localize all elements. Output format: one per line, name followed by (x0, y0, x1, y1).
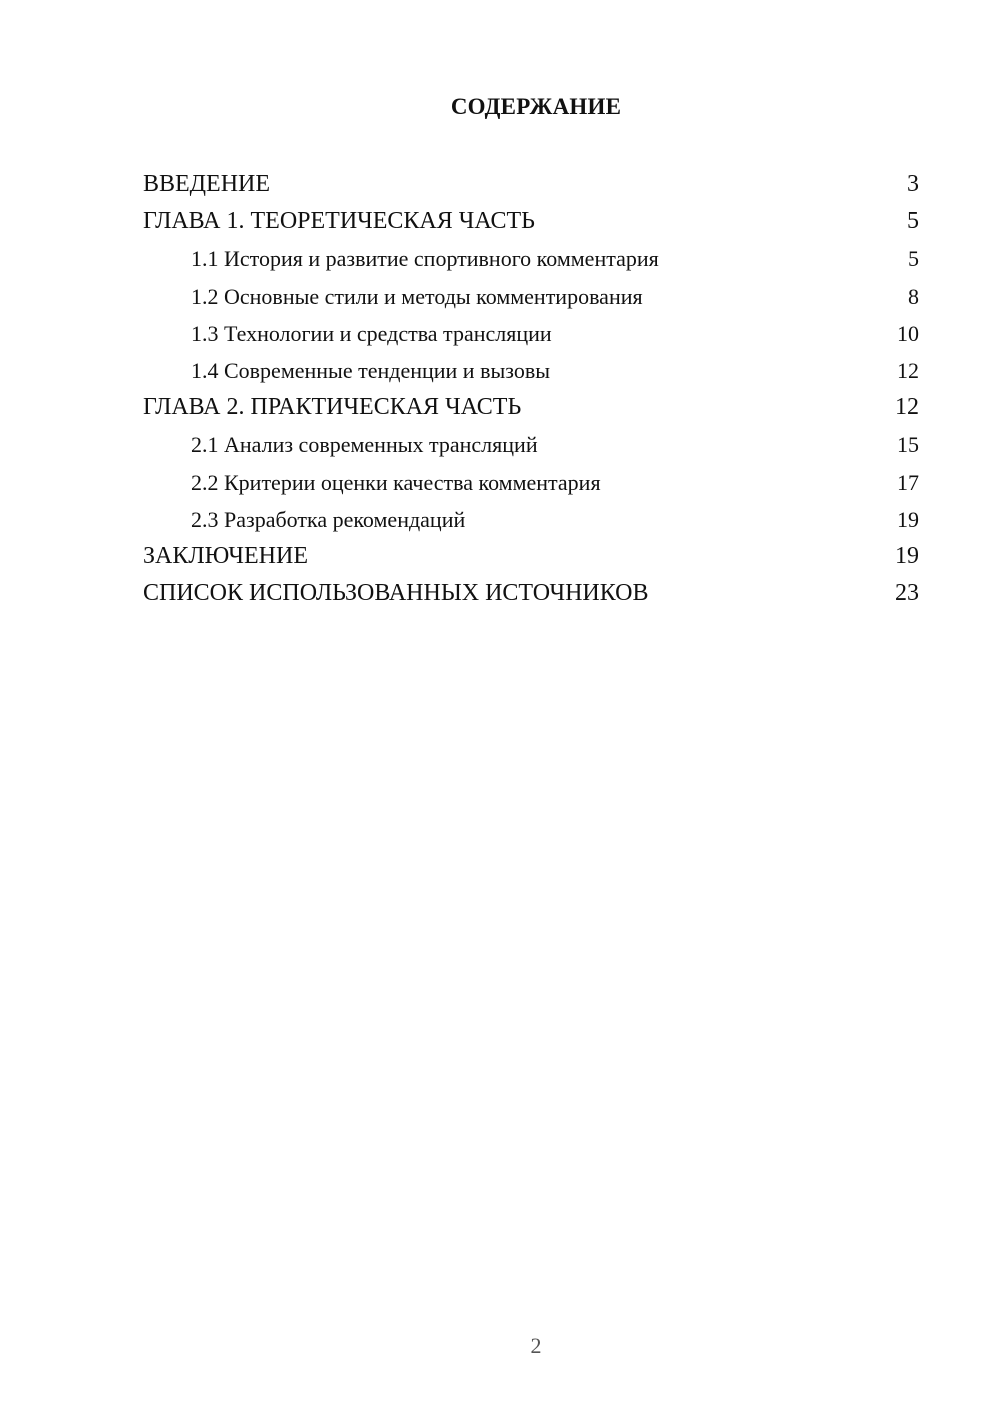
toc-entry[interactable] (143, 166, 919, 203)
toc-entry-page: 3 (907, 171, 919, 197)
toc-entry-page: 5 (907, 208, 919, 235)
toc-subentry-label: 1.2 Основные стили и методы комментирования (191, 283, 643, 309)
toc-subentry-page: 8 (908, 283, 919, 309)
page-title: СОДЕРЖАНИЕ (450, 94, 622, 119)
toc-subentry-label: 2.2 Критерии оценки качества комментария (191, 469, 601, 495)
toc-subentry-label: 1.1 История и развитие спортивного комментария (191, 246, 659, 272)
toc-entry[interactable] (143, 203, 919, 240)
toc-subentry[interactable] (143, 278, 919, 315)
toc-entry[interactable] (143, 538, 919, 575)
page-number: 2 (530, 1333, 542, 1358)
toc-entry[interactable] (143, 575, 919, 612)
toc-subentry[interactable] (143, 315, 919, 352)
toc-entry-page: 23 (895, 580, 919, 607)
toc-entry-label: ВВЕДЕНИЕ (143, 171, 271, 197)
toc-subentry[interactable] (143, 426, 919, 463)
toc-entry-label: ЗАКЛЮЧЕНИЕ (143, 542, 308, 569)
toc-entry-page: 19 (895, 542, 919, 569)
toc-subentry-page: 19 (897, 506, 919, 532)
toc-entry[interactable] (143, 389, 919, 426)
toc-entry-page: 12 (895, 394, 919, 421)
toc-subentry[interactable] (143, 352, 919, 389)
toc-subentry[interactable] (143, 501, 919, 538)
table-of-contents (143, 166, 919, 612)
toc-subentry-label: 1.4 Современные тенденции и вызовы (191, 357, 550, 383)
toc-subentry-page: 10 (897, 320, 919, 346)
toc-subentry-page: 15 (897, 432, 919, 458)
toc-subentry[interactable] (143, 464, 919, 501)
toc-subentry-label: 1.3 Технологии и средства трансляции (191, 320, 552, 346)
toc-subentry[interactable] (143, 240, 919, 277)
toc-subentry-label: 2.3 Разработка рекомендаций (191, 506, 466, 532)
toc-subentry-page: 5 (908, 246, 919, 272)
toc-subentry-page: 17 (897, 469, 919, 495)
toc-entry-label: ГЛАВА 2. ПРАКТИЧЕСКАЯ ЧАСТЬ (143, 394, 522, 421)
toc-subentry-page: 12 (897, 357, 919, 383)
toc-entry-label: ГЛАВА 1. ТЕОРЕТИЧЕСКАЯ ЧАСТЬ (143, 208, 535, 235)
toc-entry-label: СПИСОК ИСПОЛЬЗОВАННЫХ ИСТОЧНИКОВ (143, 580, 649, 607)
toc-subentry-label: 2.1 Анализ современных трансляций (191, 432, 538, 458)
